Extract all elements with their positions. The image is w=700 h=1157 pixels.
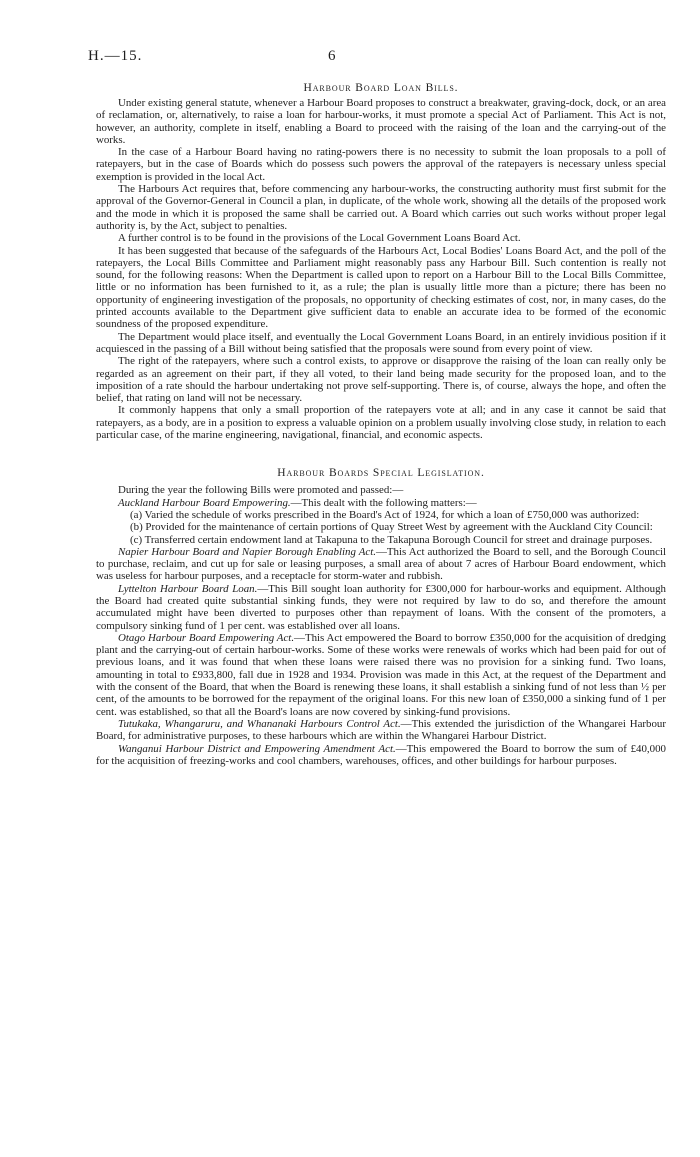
act-title: Auckland Harbour Board Empowering.	[118, 496, 291, 509]
act-title: Lyttelton Harbour Board Loan.	[118, 582, 258, 595]
document-reference: H.—15.	[88, 48, 143, 64]
paragraph: It commonly happens that only a small proportion of the ratepayers vote at all; and in any case it cannot be said that ratepayers, as a body, are in a position to express a valuable opinion on a problem usually involving close study, in relation to each particular case, of the marine engineering, navigational, financial, and economic aspects.	[96, 404, 666, 442]
intro-paragraph: During the year the following Bills were promoted and passed:—	[118, 484, 404, 497]
act-text: —This Act authorized the Board to sell, and the Borough Council to purchase, reclaim, and cut up for sale or leasing purposes, a small area of about 7 acres of Harbour Board endowment, which was useless for harbour purposes, and a receptacle for storm-water and rubbish.	[96, 545, 666, 583]
paragraph: The Harbours Act requires that, before commencing any harbour-works, the constructing authority must first submit for the approval of the Governor-General in Council a plan, in duplicate, of the whole work, showing all the details of the proposed work and the mode in which it is proposed the same shall be carried out. A Board which carries out such works without proper legal authority is, by the Act, subject to penalties.	[96, 183, 666, 232]
paragraph: Under existing general statute, whenever a Harbour Board proposes to construct a breakwater, graving-dock, dock, or an area of reclamation, or, alternatively, to raise a loan for harbour-works, it must promote a special Act of Parliament. This Act is not, however, an authority, complete in itself, enabling a Board to proceed with the raising of the loan and the carrying-out of the works.	[96, 97, 666, 146]
act-paragraph-tutukaka	[96, 718, 666, 743]
page-number: 6	[328, 48, 336, 64]
act-text: —This dealt with the following matters:—	[290, 496, 477, 509]
act-title: Wanganui Harbour District and Empowering Amendment Act.	[118, 742, 396, 755]
section-heading-special-legislation: Harbour Boards Special Legislation.	[277, 467, 485, 480]
act-paragraph-napier	[96, 546, 666, 583]
document-page	[88, 48, 666, 767]
act-text: —This extended the jurisdiction of the Whangarei Harbour Board, for administrative purposes, to these harbours which are within the Whangarei Harbour District.	[96, 717, 666, 743]
section-heading-loan-bills: Harbour Board Loan Bills.	[303, 82, 459, 94]
act-title: Tutukaka, Whangaruru, and Whananaki Harbours Control Act.	[118, 717, 401, 730]
act-paragraph-auckland	[96, 497, 666, 509]
paragraph: It has been suggested that because of the safeguards of the Harbours Act, Local Bodies' Loans Board Act, and the poll of the ratepayers, the Local Bills Committee and Parliament might reasonably pass any Harbour Bill. Such contention is really not sound, for the following reasons: When the Department is called upon to report on a Harbour Bill to the Local Bills Committee, little or no information has been furnished to it, as a rule; the plan is usually little more than a picture; there has been no opportunity of engineering investigation of the proposals, no opportunity of checking estimates of cost, nor, in many cases, do the printed accounts available to the Department give sufficient data to enable an accurate idea to be formed of the economic soundness of the proposed expenditure.	[96, 244, 666, 331]
act-title: Napier Harbour Board and Napier Borough Enabling Act.	[118, 545, 377, 558]
act-text: —This empowered the Board to borrow the sum of £40,000 for the acquisition of freezing-works and cool chambers, warehouses, offices, and other buildings for harbour purposes.	[96, 742, 666, 767]
paragraph: In the case of a Harbour Board having no rating-powers there is no necessity to submit the loan proposals to a poll of ratepayers, but in the case of Boards which do possess such powers the approval of the ratepayers is necessary unless special exemption is provided in the local Act.	[96, 146, 666, 183]
paragraph: A further control is to be found in the provisions of the Local Government Loans Board Act.	[118, 232, 521, 245]
act-paragraph-wanganui	[96, 743, 666, 768]
page-header	[88, 48, 666, 72]
section-loan-bills-body	[96, 97, 666, 441]
act-paragraph-lyttelton	[96, 583, 666, 632]
section-special-legislation-body	[96, 484, 666, 767]
act-paragraph-otago	[96, 632, 666, 718]
list-item: (b) Provided for the maintenance of certain portions of Quay Street West by agreement with the Auckland City Council:	[130, 521, 653, 534]
act-text: —This Bill sought loan authority for £300,000 for harbour-works and equipment. Although the Board had created quite substantial sinking funds, they were not required by law to do so, and therefore the amount accumulated might have been diverted to purposes other than repayment of loans. With the consent of the promoters, a compulsory sinking fund of 1 per cent. was established over all loans.	[96, 582, 666, 632]
list-item: (a) Varied the schedule of works prescribed in the Board's Act of 1924, for which a loan of £750,000 was authorized:	[130, 508, 640, 521]
list-item: (c) Transferred certain endowment land at Takapuna to the Takapuna Borough Council for street and drainage purposes.	[130, 533, 653, 546]
act-text: —This Act empowered the Board to borrow £350,000 for the acquisition of dredging plant and the carrying-out of certain harbour-works. Some of these works were renewals of works which had been paid for out of previous loans, and it was found that when these loans were raised there was no provision for a sinking fund. Two loans, amounting in total to £933,800, fall due in 1928 and 1934. Provision was made in this Act, at the request of the Department and with the consent of the Board, that when the Board is renewing these loans, it shall establish a sinking fund of not less than ½ per cent, of the amounts to be borrowed for the repayment of the original loans. For this new loan of £350,000 a sinking fund of 1 per cent. was established, so that all the Board's loans are now covered by sinking-fund provisions.	[96, 631, 666, 718]
act-title: Otago Harbour Board Empowering Act.	[118, 631, 295, 644]
paragraph: The Department would place itself, and eventually the Local Government Loans Board, in an entirely invidious position if it acquiesced in the passing of a Bill without being satisfied that the proposals were sound from every point of view.	[96, 330, 666, 355]
paragraph: The right of the ratepayers, where such a control exists, to approve or disapprove the raising of the loan can really only be regarded as an agreement on their part, if they all voted, to their land being made security for the proposed loan, and to the imposition of a rate should the harbour undertaking not prove self-supporting. There is, of course, always the hope, and often the belief, that rating on land will not be necessary.	[96, 355, 666, 405]
